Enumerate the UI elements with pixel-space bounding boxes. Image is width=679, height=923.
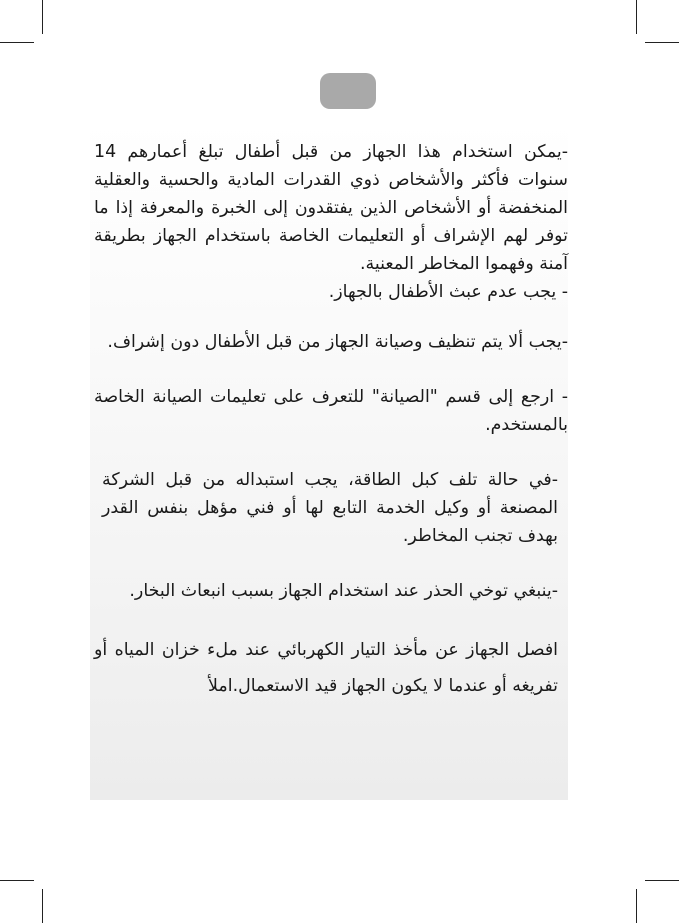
page-tab (320, 73, 376, 109)
instruction-paragraph: -في حالة تلف كبل الطاقة، يجب استبداله من قبل الشركة المصنعة أو وكيل الخدمة التابع لها أو فني مؤهل بنفس القدر بهدف تجنب المخاطر. (102, 470, 558, 546)
crop-mark (42, 889, 43, 923)
instruction-paragraph: - ارجع إلى قسم "الصيانة" للتعرف على تعليمات الصيانة الخاصة بالمستخدم. (94, 387, 568, 435)
safety-instructions (94, 138, 568, 704)
instruction-paragraph: افصل الجهاز عن مأخذ التيار الكهربائي عند ملء خزان المياه أو تفريغه أو عندما لا يكون الجهاز قيد الاستعمال.املأ (94, 640, 558, 696)
instruction-paragraph: -يمكن استخدام هذا الجهاز من قبل أطفال تبلغ أعمارهم 14 سنوات فأكثر والأشخاص ذوي القدرات المادية والحسية والعقلية المنخفضة أو الأشخاص الذين يفتقدون إلى الخبرة والمعرفة إذا ما توفر لهم الإشراف أو التعليمات الخاصة باستخدام الجهاز بطريقة آمنة وفهموا المخاطر المعنية. (94, 142, 568, 274)
crop-mark (0, 42, 34, 43)
crop-mark (0, 880, 34, 881)
crop-mark (636, 889, 637, 923)
crop-mark (645, 880, 679, 881)
instruction-paragraph: -ينبغي توخي الحذر عند استخدام الجهاز بسبب انبعاث البخار. (129, 581, 558, 601)
crop-mark (42, 0, 43, 34)
instruction-paragraph: -يجب ألا يتم تنظيف وصيانة الجهاز من قبل الأطفال دون إشراف. (107, 332, 568, 352)
crop-mark (645, 42, 679, 43)
instruction-paragraph: - يجب عدم عبث الأطفال بالجهاز. (328, 282, 568, 302)
crop-mark (636, 0, 637, 34)
